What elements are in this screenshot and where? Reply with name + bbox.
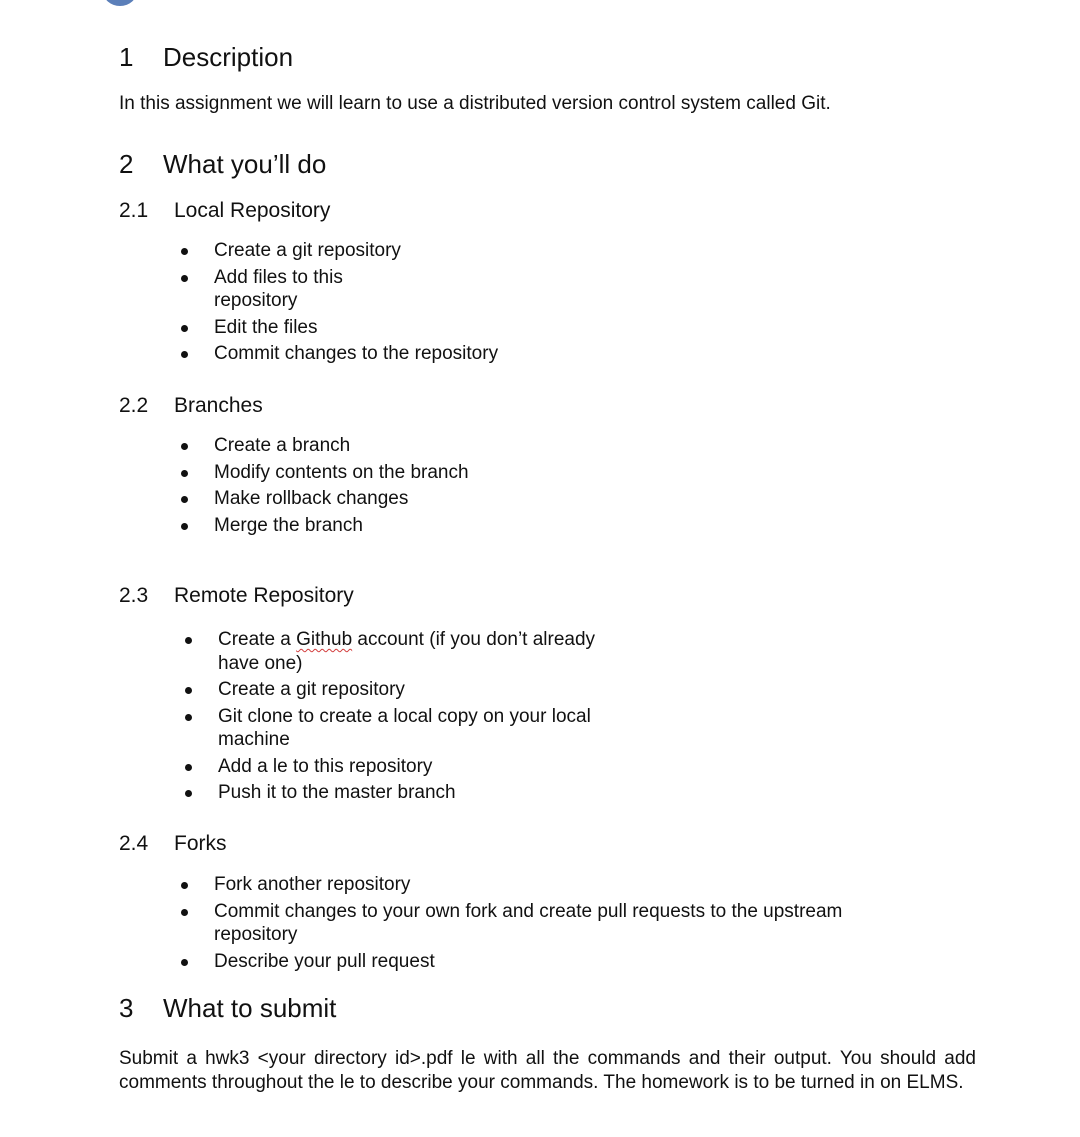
list-item-text: Add files to this repository bbox=[214, 266, 343, 311]
subsection-2-1-heading bbox=[119, 198, 330, 224]
bullet-icon bbox=[181, 325, 188, 332]
bullet-icon bbox=[181, 496, 188, 503]
submission-paragraph: Submit a hwk3 <your directory id>.pdf le with all the commands and their output. You should add comments throughout the le to describe your commands. The homework is to be turned in on ELMS. bbox=[119, 1048, 976, 1093]
bullet-icon bbox=[185, 637, 192, 644]
list-item bbox=[181, 239, 401, 263]
list-item-text: Add a le to this repository bbox=[218, 755, 433, 777]
list-item-text: Describe your pull request bbox=[214, 950, 435, 972]
description-paragraph: In this assignment we will learn to use a distributed version control system called Git. bbox=[119, 93, 831, 114]
list-item-text: Edit the files bbox=[214, 316, 318, 338]
list-item bbox=[181, 900, 901, 947]
subsection-title: Branches bbox=[174, 394, 263, 417]
bullet-icon bbox=[181, 443, 188, 450]
section-3-heading bbox=[119, 993, 336, 1023]
list-item bbox=[181, 514, 681, 538]
subsection-number: 2.1 bbox=[119, 199, 149, 222]
list-item-text: Push it to the master branch bbox=[218, 782, 456, 803]
local-repository-list bbox=[181, 239, 499, 369]
list-item bbox=[181, 266, 381, 313]
list-item bbox=[181, 434, 681, 458]
list-item-text: Commit changes to the repository bbox=[214, 343, 499, 364]
section-number: 2 bbox=[119, 149, 134, 179]
section-2-heading bbox=[119, 149, 326, 179]
list-item bbox=[181, 950, 901, 974]
bullet-icon bbox=[181, 351, 188, 358]
list-item-text: Make rollback changes bbox=[214, 488, 409, 509]
list-item-text: Create a git repository bbox=[218, 679, 405, 700]
bullet-icon bbox=[185, 714, 192, 721]
section-title: What you’ll do bbox=[163, 149, 327, 179]
branches-list bbox=[181, 434, 681, 540]
list-item bbox=[181, 342, 499, 366]
subsection-number: 2.4 bbox=[119, 832, 149, 855]
section-number: 3 bbox=[119, 993, 134, 1023]
list-item bbox=[181, 487, 681, 511]
bullet-icon bbox=[181, 523, 188, 530]
bullet-icon bbox=[185, 790, 192, 797]
bullet-icon bbox=[181, 470, 188, 477]
subsection-title: Local Repository bbox=[174, 199, 331, 222]
subsection-title: Forks bbox=[174, 832, 227, 855]
subsection-number: 2.3 bbox=[119, 584, 149, 607]
bullet-icon bbox=[181, 959, 188, 966]
list-item-text: Create a Github account (if you don’t already have one) bbox=[218, 629, 596, 674]
list-item bbox=[185, 781, 625, 805]
list-item-text: Fork another repository bbox=[214, 874, 411, 895]
forks-list bbox=[181, 873, 901, 976]
subsection-2-3-heading bbox=[119, 583, 354, 609]
bullet-icon bbox=[181, 275, 188, 282]
list-item-text: Commit changes to your own fork and create pull requests to the upstream repository bbox=[214, 900, 843, 945]
page-corner-marker bbox=[103, 0, 137, 6]
list-item-text: Modify contents on the branch bbox=[214, 461, 469, 483]
list-item-text: Create a branch bbox=[214, 435, 351, 456]
subsection-2-2-heading bbox=[119, 393, 263, 419]
section-title: Description bbox=[163, 42, 294, 72]
list-item bbox=[181, 873, 901, 897]
section-number: 1 bbox=[119, 42, 134, 72]
section-title: What to submit bbox=[163, 993, 337, 1023]
list-item bbox=[185, 628, 625, 675]
list-item-text: Git clone to create a local copy on your local machine bbox=[218, 705, 591, 750]
remote-repository-list bbox=[185, 628, 625, 808]
subsection-number: 2.2 bbox=[119, 394, 149, 417]
list-item bbox=[181, 316, 381, 340]
bullet-icon bbox=[181, 248, 188, 255]
subsection-title: Remote Repository bbox=[174, 584, 354, 607]
bullet-icon bbox=[185, 764, 192, 771]
list-item-text: Create a git repository bbox=[214, 240, 401, 261]
list-item bbox=[181, 461, 681, 485]
list-item bbox=[185, 755, 625, 779]
subsection-2-4-heading bbox=[119, 831, 227, 857]
bullet-icon bbox=[181, 909, 188, 916]
section-1-heading bbox=[119, 42, 293, 72]
spellcheck-flagged-word: Github bbox=[296, 629, 353, 650]
list-item-text: Merge the branch bbox=[214, 514, 363, 536]
list-item bbox=[185, 678, 625, 702]
bullet-icon bbox=[185, 687, 192, 694]
bullet-icon bbox=[181, 882, 188, 889]
list-item bbox=[185, 705, 625, 752]
